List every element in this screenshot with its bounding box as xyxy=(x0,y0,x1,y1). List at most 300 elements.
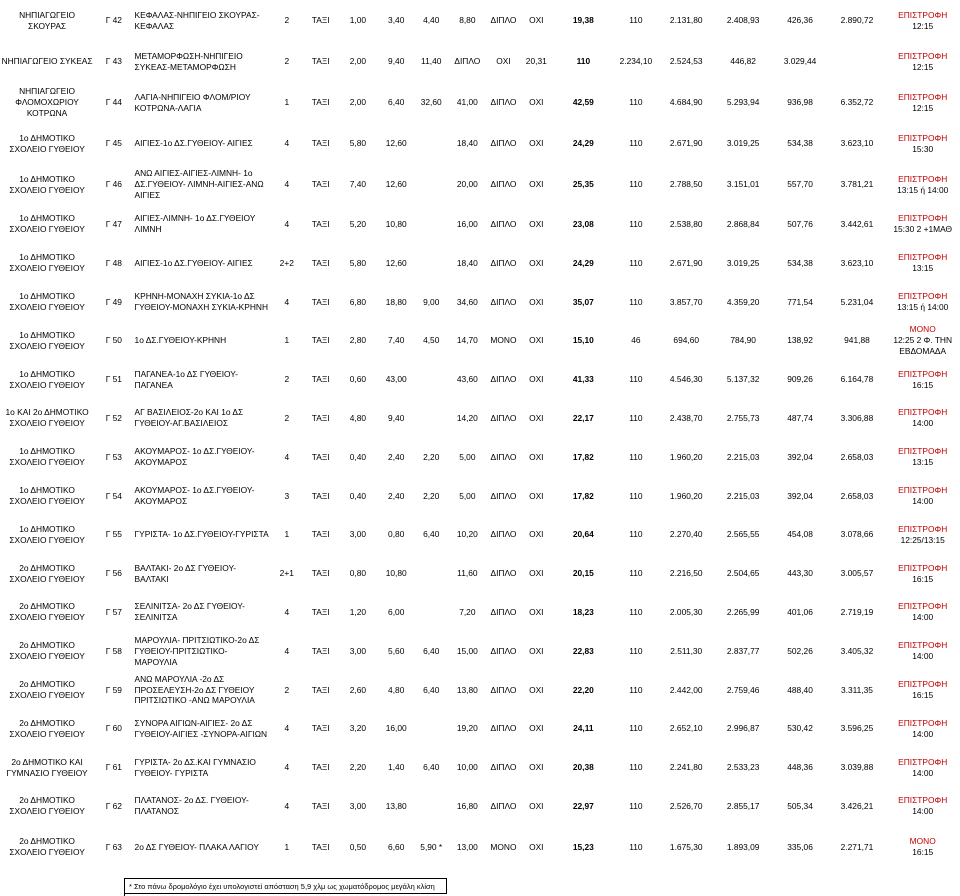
table-row xyxy=(0,82,960,123)
final-cell: 2.658,03 xyxy=(840,451,874,462)
type-cell: ΤΑΞΙ xyxy=(311,56,330,67)
km2-cell: 13,80 xyxy=(385,800,407,811)
vat-cell: 5.293,94 xyxy=(726,97,760,108)
km4-cell: 13,80 xyxy=(456,684,478,695)
return-label: ΕΠΙΣΤΡΟΦΗ xyxy=(898,368,948,379)
code-cell: Γ 56 xyxy=(105,568,122,579)
final-cell: 3.623,10 xyxy=(840,257,874,268)
final-cell: 2.719,19 xyxy=(840,606,874,617)
total-cell: 694,60 xyxy=(673,335,700,346)
total-cell: 2.652,10 xyxy=(669,723,703,734)
km2-cell: 7,40 xyxy=(388,335,405,346)
km4-cell: 16,80 xyxy=(456,800,478,811)
return-time: 14:00 xyxy=(912,651,934,662)
count-cell: 2 xyxy=(284,684,290,695)
double-cell: ΔΙΠΛΟ xyxy=(490,684,517,695)
days-cell: 110 xyxy=(629,412,643,423)
code-cell: Γ 59 xyxy=(105,684,122,695)
return-time-cell xyxy=(885,164,960,205)
return-label: ΕΠΙΣΤΡΟΦΗ xyxy=(898,523,948,534)
km4-cell: 7,20 xyxy=(459,606,476,617)
vat-cell: 2.265,99 xyxy=(726,606,760,617)
route-cell: ΑΓ ΒΑΣΙΛΕΙΟΣ-2ο ΚΑΙ 1ο ΔΣ ΓΥΘΕΙΟΥ-ΑΓ.ΒΑΣΙΛΕΙΟΣ xyxy=(134,407,244,429)
school-cell: 2ο ΔΗΜΟΤΙΚΟ ΣΧΟΛΕΙΟ ΓΥΘΕΙΟΥ xyxy=(9,717,85,739)
final-cell: 6.352,72 xyxy=(840,97,874,108)
return-time: 14:00 xyxy=(912,418,934,429)
type-cell: ΤΑΞΙ xyxy=(311,723,330,734)
school-cell: 1ο ΔΗΜΟΤΙΚΟ ΣΧΟΛΕΙΟ ΓΥΘΕΙΟΥ xyxy=(9,368,85,390)
return-label: ΕΠΙΣΤΡΟΦΗ xyxy=(898,173,948,184)
flag-cell: ΟΧΙ xyxy=(529,645,544,656)
vat-cell: 4.359,20 xyxy=(726,296,760,307)
type-cell: ΤΑΞΙ xyxy=(311,684,330,695)
diff-cell: 401,06 xyxy=(787,606,813,617)
double-cell: ΔΙΠΛΟ xyxy=(490,257,517,268)
count-cell: 2 xyxy=(284,374,290,385)
cost-cell: 20,64 xyxy=(572,529,594,540)
final-cell: 3.623,10 xyxy=(840,138,874,149)
table-row xyxy=(0,477,960,516)
days-cell: 110 xyxy=(629,257,643,268)
return-time-cell xyxy=(885,748,960,787)
flag-cell: ΟΧΙ xyxy=(529,296,544,307)
total-cell: 2.270,40 xyxy=(669,529,703,540)
return-time: 12:25/13:15 xyxy=(900,534,945,545)
type-cell: ΤΑΞΙ xyxy=(311,645,330,656)
vat-cell: 2.759,46 xyxy=(726,684,760,695)
table-row xyxy=(0,205,960,244)
code-cell: Γ 55 xyxy=(105,529,122,540)
vat-cell: 3.019,25 xyxy=(726,138,760,149)
vat-cell: 3.151,01 xyxy=(726,179,760,190)
return-time: 12:15 xyxy=(912,102,934,113)
days-cell: 110 xyxy=(629,684,643,695)
cost-cell: 20,38 xyxy=(572,762,594,773)
diff-cell: 505,34 xyxy=(787,800,813,811)
km1-cell: 5,80 xyxy=(349,138,367,149)
type-cell: ΤΑΞΙ xyxy=(311,335,330,346)
table-row xyxy=(0,438,960,477)
final-cell: 3.078,66 xyxy=(840,529,874,540)
final-cell: 3.039,88 xyxy=(840,762,874,773)
table-row xyxy=(0,244,960,283)
days-cell: 110 xyxy=(629,218,643,229)
code-cell: Γ 63 xyxy=(105,841,122,852)
flag-cell: ΟΧΙ xyxy=(529,490,544,501)
double-cell: ΔΙΠΛΟ xyxy=(490,762,517,773)
flag-cell: ΟΧΙ xyxy=(529,374,544,385)
km1-cell: 4,80 xyxy=(349,412,367,423)
code-cell: Γ 57 xyxy=(105,606,122,617)
diff-cell: 557,70 xyxy=(787,179,813,190)
km3-cell xyxy=(415,399,448,438)
km4-cell: 15,00 xyxy=(456,645,478,656)
type-cell: ΤΑΞΙ xyxy=(311,257,330,268)
final-cell: 2.271,71 xyxy=(840,841,874,852)
km3-cell xyxy=(415,554,448,593)
km4-cell: 18,40 xyxy=(456,257,478,268)
final-cell: 941,88 xyxy=(844,335,870,346)
count-cell: 1 xyxy=(284,335,290,346)
return-label: ΕΠΙΣΤΡΟΦΗ xyxy=(898,291,948,302)
table-row xyxy=(0,41,960,82)
km3-cell: 2,20 xyxy=(423,490,440,501)
school-cell: 2ο ΔΗΜΟΤΙΚΟ ΣΧΟΛΕΙΟ ΓΥΘΕΙΟΥ xyxy=(9,640,85,662)
cost-cell: 22,20 xyxy=(572,684,594,695)
type-cell: ΤΑΞΙ xyxy=(311,568,330,579)
total-cell: 2.005,30 xyxy=(669,606,703,617)
route-cell: ΠΛΑΤΑΝΟΣ- 2ο ΔΣ. ΓΥΘΕΙΟΥ-ΠΛΑΤΑΝΟΣ xyxy=(134,795,249,817)
diff-cell: 426,36 xyxy=(787,15,813,26)
code-cell: Γ 53 xyxy=(105,451,122,462)
double-cell: ΔΙΠΛΟ xyxy=(490,451,517,462)
km4-cell: 18,40 xyxy=(456,138,478,149)
table-row xyxy=(0,748,960,787)
days-cell: 46 xyxy=(631,335,641,346)
km4-cell: 14,70 xyxy=(456,335,478,346)
vat-cell: 3.019,25 xyxy=(726,257,760,268)
km2-cell: 4,80 xyxy=(388,684,405,695)
type-cell: ΤΑΞΙ xyxy=(311,15,330,26)
total-cell: 2.438,70 xyxy=(669,412,703,423)
return-time: 12:25 2 Φ. ΤΗΝ ΕΒΔΟΜΑΔΑ xyxy=(893,335,953,357)
km4-cell: 16,00 xyxy=(456,218,478,229)
count-cell: 2 xyxy=(284,15,290,26)
km3-cell: 6,40 xyxy=(423,684,440,695)
final-cell: 2.890,72 xyxy=(840,15,874,26)
cost-cell: 15,10 xyxy=(572,335,594,346)
final-cell: 2.658,03 xyxy=(840,490,874,501)
km1-cell: 0,60 xyxy=(349,374,367,385)
total-cell: 2.131,80 xyxy=(669,15,703,26)
km4-cell: 41,00 xyxy=(456,97,478,108)
code-cell: Γ 42 xyxy=(105,15,122,26)
return-label: ΕΠΙΣΤΡΟΦΗ xyxy=(898,446,948,457)
cost-cell: 20,15 xyxy=(572,568,594,579)
vat-cell: 2.868,84 xyxy=(726,218,760,229)
double-cell: ΔΙΠΛΟ xyxy=(490,218,517,229)
code-cell: Γ 43 xyxy=(105,56,122,67)
vat-cell: 446,82 xyxy=(730,56,756,67)
table-row xyxy=(0,593,960,632)
days-cell: 110 xyxy=(629,451,643,462)
route-cell: ΑΙΓΙΕΣ-1ο ΔΣ.ΓΥΘΕΙΟΥ- ΑΙΓΙΕΣ xyxy=(134,257,253,268)
km3-cell: 6,40 xyxy=(423,762,440,773)
km2-cell: 6,00 xyxy=(388,606,405,617)
km2-cell: 3,40 xyxy=(388,15,405,26)
km1-cell: 0,40 xyxy=(349,490,367,501)
flag-cell: ΟΧΙ xyxy=(529,15,544,26)
cost-cell: 22,97 xyxy=(572,800,594,811)
return-time-cell xyxy=(885,360,960,399)
cost-cell: 41,33 xyxy=(572,374,594,385)
double-cell: ΔΙΠΛΟ xyxy=(490,15,517,26)
table-row xyxy=(0,554,960,593)
km1-cell: 2,20 xyxy=(349,762,367,773)
school-cell: 1ο ΔΗΜΟΤΙΚΟ ΣΧΟΛΕΙΟ ΓΥΘΕΙΟΥ xyxy=(9,329,85,351)
type-cell: ΤΑΞΙ xyxy=(311,296,330,307)
school-cell: 2ο ΔΗΜΟΤΙΚΟ ΣΧΟΛΕΙΟ ΓΥΘΕΙΟΥ xyxy=(9,679,85,700)
km3-cell: 4,40 xyxy=(423,15,440,26)
return-time: 13:15 xyxy=(912,263,934,274)
type-cell: ΤΑΞΙ xyxy=(311,800,330,811)
cost-cell: 19,38 xyxy=(572,15,594,26)
table-row xyxy=(0,123,960,164)
return-time: 14:00 xyxy=(912,767,934,778)
km4-cell: 8,80 xyxy=(459,15,476,26)
route-cell: ΚΡΗΝΗ-ΜΟΝΑΧΗ ΣΥΚΙΑ-1ο ΔΣ ΓΥΘΕΙΟΥ-ΜΟΝΑΧΗ ΣΥΚΙΑ-ΚΡΗΝΗ xyxy=(134,291,268,312)
return-time-cell xyxy=(885,709,960,748)
return-time: 14:00 xyxy=(912,612,934,623)
table-row xyxy=(0,709,960,748)
flag-cell: 20,31 xyxy=(525,56,547,67)
flag-cell: ΟΧΙ xyxy=(529,335,544,346)
return-time-cell xyxy=(885,82,960,123)
km1-cell: 7,40 xyxy=(349,179,367,190)
km3-cell xyxy=(415,709,448,748)
cost-cell: 24,11 xyxy=(573,723,594,734)
total-cell: 2.442,00 xyxy=(669,684,703,695)
cost-cell: 35,07 xyxy=(572,296,594,307)
return-time-cell xyxy=(885,632,960,671)
return-time-cell xyxy=(885,787,960,826)
flag-cell: ΟΧΙ xyxy=(529,684,544,695)
school-cell: 1ο ΔΗΜΟΤΙΚΟ ΣΧΟΛΕΙΟ ΓΥΘΕΙΟΥ xyxy=(9,252,85,274)
cost-cell: 22,17 xyxy=(572,412,594,423)
diff-cell: 534,38 xyxy=(787,138,813,149)
cost-cell: 23,08 xyxy=(572,218,594,229)
return-time: 14:00 xyxy=(912,728,934,739)
return-time-cell xyxy=(885,321,960,360)
return-time: 14:00 xyxy=(912,495,934,506)
days-cell: 2.234,10 xyxy=(619,56,653,67)
km2-cell: 18,80 xyxy=(385,296,407,307)
vat-cell: 2.855,17 xyxy=(726,800,760,811)
vat-cell: 2.837,77 xyxy=(726,645,760,656)
return-label: ΕΠΙΣΤΡΟΦΗ xyxy=(898,407,948,418)
days-cell: 110 xyxy=(629,568,643,579)
double-cell: ΔΙΠΛΟ xyxy=(490,97,517,108)
type-cell: ΤΑΞΙ xyxy=(311,179,330,190)
route-cell: ΜΕΤΑΜΟΡΦΩΣΗ-ΝΗΠΙΓΕΙΟ ΣΥΚΕΑΣ-ΜΕΤΑΜΟΡΦΩΣΗ xyxy=(134,50,243,72)
km2-cell: 6,40 xyxy=(388,97,405,108)
flag-cell: ΟΧΙ xyxy=(529,218,544,229)
route-cell: ΓΥΡΙΣΤΑ- 1ο ΔΣ.ΓΥΘΕΙΟΥ-ΓΥΡΙΣΤΑ xyxy=(134,529,269,540)
km1-cell: 1,20 xyxy=(349,606,367,617)
flag-cell: ΟΧΙ xyxy=(529,841,544,852)
diff-cell: 138,92 xyxy=(787,335,813,346)
final-cell: 6.164,78 xyxy=(840,374,874,385)
vat-cell: 2.996,87 xyxy=(726,723,760,734)
km3-cell: 32,60 xyxy=(420,97,442,108)
days-cell: 110 xyxy=(629,97,643,108)
double-cell: ΔΙΠΛΟ xyxy=(490,412,517,423)
flag-cell: ΟΧΙ xyxy=(529,179,544,190)
km4-cell: 10,20 xyxy=(456,529,478,540)
total-cell: 1.960,20 xyxy=(669,490,703,501)
code-cell: Γ 45 xyxy=(105,138,122,149)
km1-cell: 0,50 xyxy=(349,841,367,852)
code-cell: Γ 44 xyxy=(105,97,122,108)
code-cell: Γ 49 xyxy=(105,296,122,307)
return-time: 15:30 2 +1ΜΑΘ xyxy=(893,224,953,235)
km1-cell: 3,00 xyxy=(349,800,367,811)
return-time-cell xyxy=(885,244,960,283)
type-cell: ΤΑΞΙ xyxy=(311,374,330,385)
km4-cell: 13,00 xyxy=(456,841,478,852)
type-cell: ΤΑΞΙ xyxy=(311,412,330,423)
diff-cell: 488,40 xyxy=(787,684,813,695)
return-time-cell xyxy=(885,123,960,164)
km1-cell: 2,00 xyxy=(349,56,367,67)
cost-cell: 24,29 xyxy=(572,257,594,268)
days-cell: 110 xyxy=(629,529,643,540)
km1-cell: 3,00 xyxy=(349,645,367,656)
double-cell: ΟΧΙ xyxy=(496,56,511,67)
return-time: 16:15 xyxy=(912,573,934,584)
return-label: ΕΠΙΣΤΡΟΦΗ xyxy=(898,50,948,61)
school-cell: 1ο ΔΗΜΟΤΙΚΟ ΣΧΟΛΕΙΟ ΓΥΘΕΙΟΥ xyxy=(9,213,85,235)
route-cell: ΚΕΦΑΛΑΣ-ΝΗΠΙΓΕΙΟ ΣΚΟΥΡΑΣ-ΚΕΦΑΛΑΣ xyxy=(134,9,260,31)
total-cell: 4.546,30 xyxy=(669,374,703,385)
cost-cell: 25,35 xyxy=(572,179,594,190)
km2-cell: 5,60 xyxy=(388,645,405,656)
school-cell: 1ο ΔΗΜΟΤΙΚΟ ΣΧΟΛΕΙΟ ΓΥΘΕΙΟΥ xyxy=(9,173,85,195)
diff-cell: 487,74 xyxy=(787,412,813,423)
school-cell: 2ο ΔΗΜΟΤΙΚΟ ΚΑΙ ΓΥΜΝΑΣΙΟ ΓΥΘΕΙΟΥ xyxy=(6,756,88,778)
table-row xyxy=(0,632,960,671)
count-cell: 4 xyxy=(284,606,290,617)
diff-cell: 936,98 xyxy=(787,97,813,108)
final-cell: 3.405,32 xyxy=(840,645,874,656)
code-cell: Γ 50 xyxy=(105,335,122,346)
table-row xyxy=(0,671,960,710)
return-time-cell xyxy=(885,283,960,322)
route-cell: ΣΥΝΟΡΑ ΑΙΓΙΩΝ-ΑΙΓΙΕΣ- 2ο ΔΣ ΓΥΘΕΙΟΥ-ΑΙΓΙΕΣ -ΣΥΝΟΡΑ-ΑΙΓΙΩΝ xyxy=(134,717,268,739)
km3-cell: 4,50 xyxy=(423,335,440,346)
final-cell: 3.781,21 xyxy=(840,179,874,190)
return-time: 13:15 ή 14:00 xyxy=(897,301,949,312)
km2-cell: 9,40 xyxy=(388,56,405,67)
final-cell: 3.596,25 xyxy=(840,723,874,734)
total-cell: 2.538,80 xyxy=(669,218,703,229)
route-cell: ΑΚΟΥΜΑΡΟΣ- 1ο ΔΣ.ΓΥΘΕΙΟΥ-ΑΚΟΥΜΑΡΟΣ xyxy=(134,446,255,468)
total-cell: 2.511,30 xyxy=(670,645,703,656)
final-cell: 3.311,35 xyxy=(840,684,873,695)
final-cell: 3.306,88 xyxy=(840,412,874,423)
count-cell: 2+1 xyxy=(279,568,294,579)
return-time-cell xyxy=(885,399,960,438)
type-cell: ΤΑΞΙ xyxy=(311,529,330,540)
table-row xyxy=(0,515,960,554)
km3-cell: 11,40 xyxy=(421,56,442,67)
school-cell: 2ο ΔΗΜΟΤΙΚΟ ΣΧΟΛΕΙΟ ΓΥΘΕΙΟΥ xyxy=(9,562,85,584)
days-cell: 110 xyxy=(629,138,643,149)
return-time: 13:15 ή 14:00 xyxy=(897,184,949,195)
school-cell: 1ο ΔΗΜΟΤΙΚΟ ΣΧΟΛΕΙΟ ΓΥΘΕΙΟΥ xyxy=(9,132,85,154)
cost-cell: 110 xyxy=(576,56,591,67)
cost-cell: 15,23 xyxy=(572,841,594,852)
km2-cell: 12,60 xyxy=(385,179,407,190)
return-time: 12:15 xyxy=(912,61,934,72)
km4-cell: 11,60 xyxy=(457,568,478,579)
return-time-cell xyxy=(885,205,960,244)
return-time-cell xyxy=(885,554,960,593)
double-cell: ΔΙΠΛΟ xyxy=(490,606,517,617)
double-cell: ΔΙΠΛΟ xyxy=(490,490,517,501)
km4-cell: 20,00 xyxy=(456,179,478,190)
table-row xyxy=(0,321,960,360)
total-cell: 1.675,30 xyxy=(669,841,703,852)
return-label: ΜΟΝΟ xyxy=(909,324,936,335)
route-cell: ΜΑΡΟΥΛΙΑ- ΠΡΙΤΣΙΩΤΙΚΟ-2ο ΔΣ ΓΥΘΕΙΟΥ-ΠΡΙΤΣΙΩΤΙΚΟ-ΜΑΡΟΥΛΙΑ xyxy=(134,634,260,667)
return-label: ΕΠΙΣΤΡΟΦΗ xyxy=(898,601,948,612)
vat-cell: 5.137,32 xyxy=(726,374,760,385)
route-cell: ΠΑΓΑΝΕΑ-1ο ΔΣ ΓΥΘΕΙΟΥ-ΠΑΓΑΝΕΑ xyxy=(134,368,238,390)
return-time-cell xyxy=(885,438,960,477)
type-cell: ΤΑΞΙ xyxy=(311,138,330,149)
return-label: ΕΠΙΣΤΡΟΦΗ xyxy=(898,132,948,143)
km3-cell xyxy=(415,787,448,826)
vat-cell: 2.215,03 xyxy=(726,451,760,462)
km4-cell: 34,60 xyxy=(456,296,478,307)
count-cell: 2 xyxy=(284,56,290,67)
code-cell: Γ 47 xyxy=(105,218,122,229)
return-time: 12:15 xyxy=(912,20,934,31)
type-cell: ΤΑΞΙ xyxy=(311,841,330,852)
flag-cell: ΟΧΙ xyxy=(529,257,544,268)
km4-cell: 43,60 xyxy=(456,374,478,385)
km3-cell: 6,40 xyxy=(423,645,440,656)
type-cell: ΤΑΞΙ xyxy=(311,451,330,462)
code-cell: Γ 52 xyxy=(105,412,122,423)
km3-cell xyxy=(415,244,448,283)
cost-cell: 18,23 xyxy=(572,606,594,617)
return-label: ΜΟΝΟ xyxy=(909,836,936,847)
return-label: ΕΠΙΣΤΡΟΦΗ xyxy=(898,9,948,20)
count-cell: 2+2 xyxy=(279,257,294,268)
total-cell: 2.788,50 xyxy=(669,179,703,190)
km3-cell: 6,40 xyxy=(423,529,440,540)
km3-cell xyxy=(415,360,448,399)
flag-cell: ΟΧΙ xyxy=(529,606,544,617)
count-cell: 4 xyxy=(284,645,290,656)
flag-cell: ΟΧΙ xyxy=(529,97,544,108)
km1-cell: 3,20 xyxy=(349,723,367,734)
return-label: ΕΠΙΣΤΡΟΦΗ xyxy=(898,756,948,767)
code-cell: Γ 62 xyxy=(105,800,122,811)
table-row xyxy=(0,787,960,826)
total-cell: 3.857,70 xyxy=(669,296,703,307)
code-cell: Γ 54 xyxy=(105,490,122,501)
days-cell: 110 xyxy=(629,490,643,501)
double-cell: ΔΙΠΛΟ xyxy=(490,723,517,734)
km4-cell: 19,20 xyxy=(456,723,478,734)
return-time: 13:15 xyxy=(912,457,934,468)
km1-cell: 6,80 xyxy=(349,296,367,307)
return-label: ΕΠΙΣΤΡΟΦΗ xyxy=(898,640,948,651)
cost-cell: 24,29 xyxy=(572,138,594,149)
route-cell: ΓΥΡΙΣΤΑ- 2ο ΔΣ.ΚΑΙ ΓΥΜΝΑΣΙΟ ΓΥΘΕΙΟΥ- ΓΥΡΙΣΤΑ xyxy=(134,756,256,778)
total-cell: 2.241,80 xyxy=(669,762,703,773)
route-cell: ΣΕΛΙΝΙΤΣΑ- 2ο ΔΣ ΓΥΘΕΙΟΥ-ΣΕΛΙΝΙΤΣΑ xyxy=(134,601,245,623)
route-cell: ΛΑΓΙΑ-ΝΗΠΙΓΕΙΟ ΦΛΟΜ/ΡΙΟΥ ΚΟΤΡΩΝΑ-ΛΑΓΙΑ xyxy=(134,91,251,113)
km2-cell: 9,40 xyxy=(388,412,405,423)
flag-cell: ΟΧΙ xyxy=(529,723,544,734)
table-row xyxy=(0,0,960,41)
return-time-cell xyxy=(885,477,960,516)
final-cell: 5.231,04 xyxy=(840,296,874,307)
